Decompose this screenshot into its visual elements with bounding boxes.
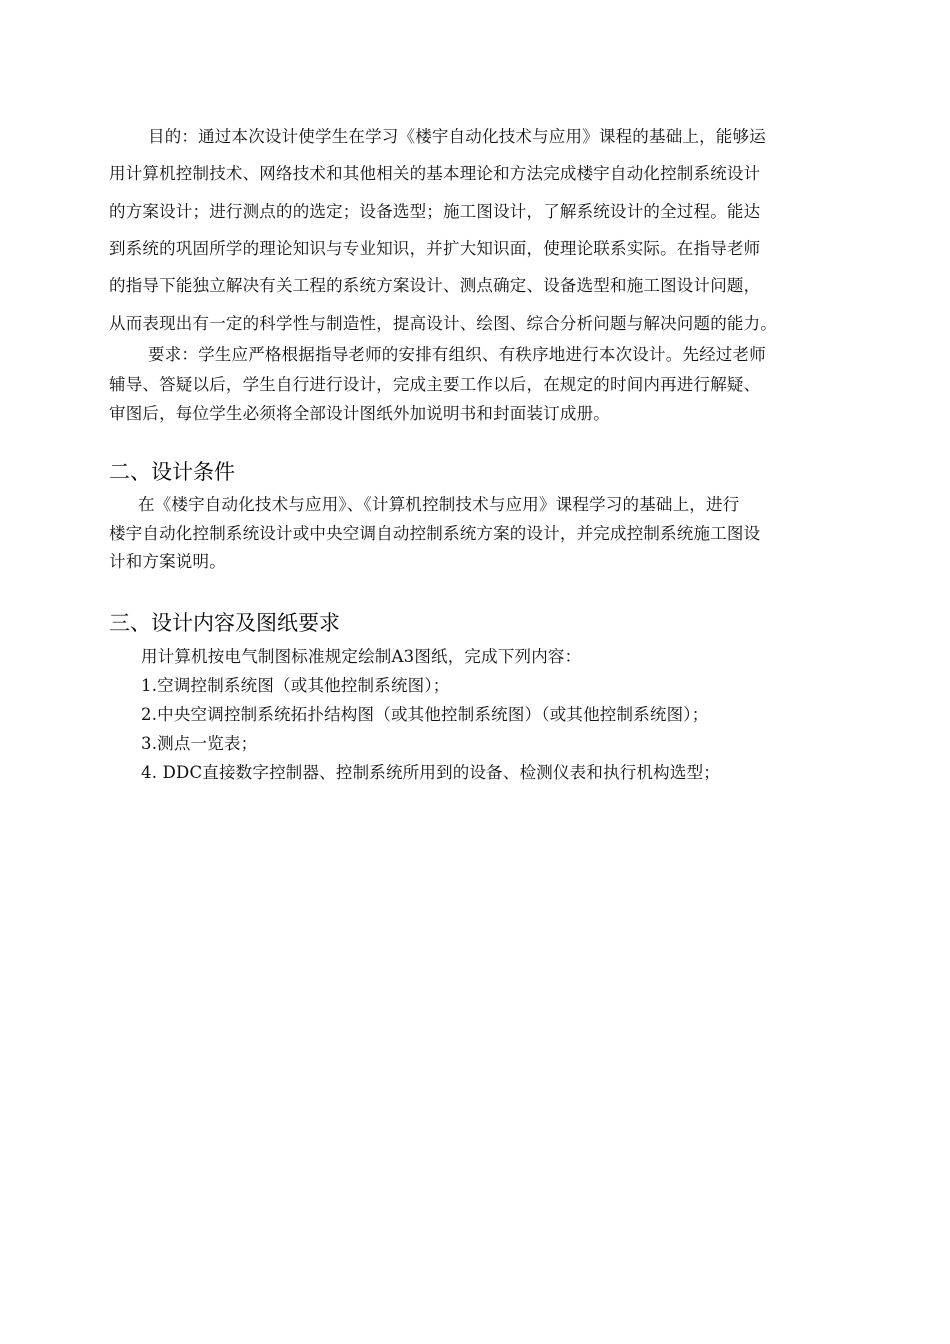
section-2-heading: 二、设计条件 bbox=[109, 460, 235, 484]
section-3-intro: 用计算机按电气制图标准规定绘制A3图纸，完成下列内容： bbox=[141, 647, 582, 666]
section-2-line-1: 在《楼宇自动化技术与应用》、《计算机控制技术与应用》课程学习的基础上，进行 bbox=[138, 495, 740, 514]
section-3-heading: 三、设计内容及图纸要求 bbox=[109, 611, 340, 635]
purpose-line-5: 的指导下能独立解决有关工程的系统方案设计、测点确定、设备选型和施工图设计问题， bbox=[109, 276, 761, 295]
section-3-item-4: 4. DDC直接数字控制器、控制系统所用到的设备、检测仪表和执行机构选型； bbox=[141, 763, 720, 782]
requirement-line-3: 审图后，每位学生必须将全部设计图纸外加说明书和封面装订成册。 bbox=[109, 404, 610, 423]
section-3-item-1: 1.空调控制系统图（或其他控制系统图）； bbox=[141, 676, 450, 695]
purpose-line-6: 从而表现出有一定的科学性与制造性，提高设计、绘图、综合分析问题与解决问题的能力。 bbox=[109, 314, 777, 333]
section-3-item-3: 3.测点一览表； bbox=[141, 734, 258, 753]
section-2-line-3: 计和方案说明。 bbox=[109, 552, 226, 571]
purpose-line-1: 目的：通过本次设计使学生在学习《楼宇自动化技术与应用》课程的基础上，能够运 bbox=[148, 127, 766, 146]
requirement-line-1: 要求：学生应严格根据指导老师的安排有组织、有秩序地进行本次设计。先经过老师 bbox=[148, 345, 766, 364]
purpose-line-2: 用计算机控制技术、网络技术和其他相关的基本理论和方法完成楼宇自动化控制系统设计 bbox=[109, 164, 761, 183]
section-2-line-2: 楼宇自动化控制系统设计或中央空调自动控制系统方案的设计，并完成控制系统施工图设 bbox=[109, 524, 761, 543]
section-3-item-2: 2.中央空调控制系统拓扑结构图（或其他控制系统图）（或其他控制系统图）； bbox=[141, 705, 709, 724]
purpose-line-3: 的方案设计；进行测点的的选定；设备选型；施工图设计，了解系统设计的全过程。能达 bbox=[109, 202, 761, 221]
requirement-line-2: 辅导、答疑以后，学生自行进行设计，完成主要工作以后，在规定的时间内再进行解疑、 bbox=[109, 375, 761, 394]
purpose-line-4: 到系统的巩固所学的理论知识与专业知识，并扩大知识面，使理论联系实际。在指导老师 bbox=[109, 239, 761, 258]
